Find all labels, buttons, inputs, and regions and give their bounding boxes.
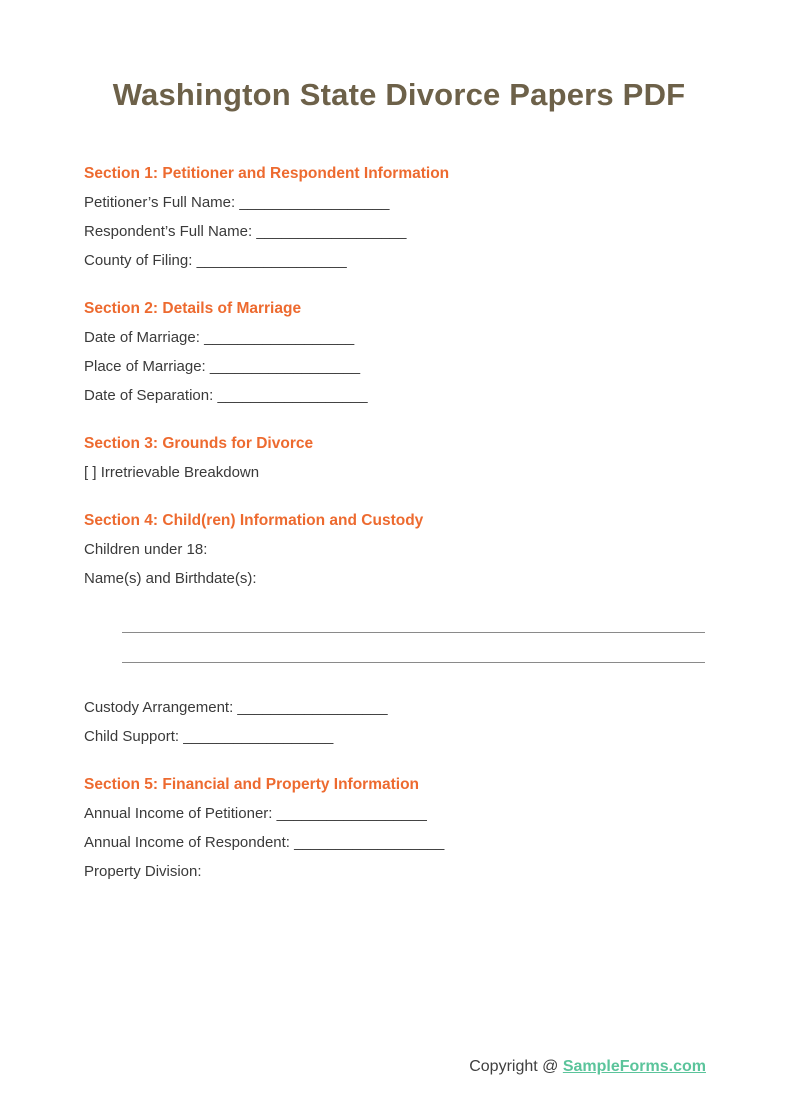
checkbox-box-icon: [ ] [84,464,97,481]
footer-link[interactable]: SampleForms.com [562,1058,706,1075]
section-4-heading: Section 4: Child(ren) Information and Custody [84,512,424,529]
field-label: Petitioner’s Full Name: [84,194,236,211]
field-label: Date of Separation: [84,387,214,404]
page-title: Washington State Divorce Papers PDF [112,77,686,112]
field-label: County of Filing: [84,252,193,269]
document-page [0,77,798,1112]
field-label: Children under 18: [84,541,208,558]
field-blank: __________________ [294,834,445,851]
field-label: Respondent’s Full Name: [84,223,253,240]
field-blank: __________________ [196,252,347,269]
field-custody-arrangement [84,693,706,722]
field-child-support [84,722,706,751]
field-label: Annual Income of Respondent: [84,834,290,851]
section-3-heading: Section 3: Grounds for Divorce [84,435,314,452]
checkbox-option-irretrievable-breakdown [84,458,706,487]
field-label: Property Division: [84,863,202,880]
field-label: Place of Marriage: [84,358,206,375]
section-5-heading: Section 5: Financial and Property Information [84,776,420,793]
field-date-of-separation [84,381,706,410]
field-label: Custody Arrangement: [84,699,234,716]
form-body [84,159,706,886]
field-blank: __________________ [217,387,368,404]
footer-copyright-text: Copyright @ [469,1058,559,1075]
field-blank: __________________ [183,728,334,745]
footer [469,1057,706,1077]
field-annual-income-respondent [84,828,706,857]
field-respondent-full-name [84,217,706,246]
field-blank: __________________ [237,699,388,716]
field-blank: __________________ [276,805,427,822]
field-label: Annual Income of Petitioner: [84,805,273,822]
field-property-division [84,857,706,886]
field-blank: __________________ [239,194,390,211]
checkbox-label: Irretrievable Breakdown [100,464,260,481]
field-date-of-marriage [84,323,706,352]
field-blank: __________________ [209,358,361,375]
field-petitioner-full-name [84,188,706,217]
field-county-of-filing [84,246,706,275]
writing-line [122,662,705,663]
field-annual-income-petitioner [84,799,706,828]
writing-line [122,632,705,633]
field-blank: __________________ [256,223,407,240]
field-place-of-marriage [84,352,706,381]
field-children-under-18 [84,535,706,564]
field-label: Date of Marriage: [84,329,200,346]
field-label: Child Support: [84,728,180,745]
field-names-and-birthdates [84,564,706,593]
field-blank: __________________ [204,329,355,346]
field-label: Name(s) and Birthdate(s): [84,570,257,587]
section-2-heading: Section 2: Details of Marriage [84,300,302,317]
section-1-heading: Section 1: Petitioner and Respondent Information [84,165,450,182]
